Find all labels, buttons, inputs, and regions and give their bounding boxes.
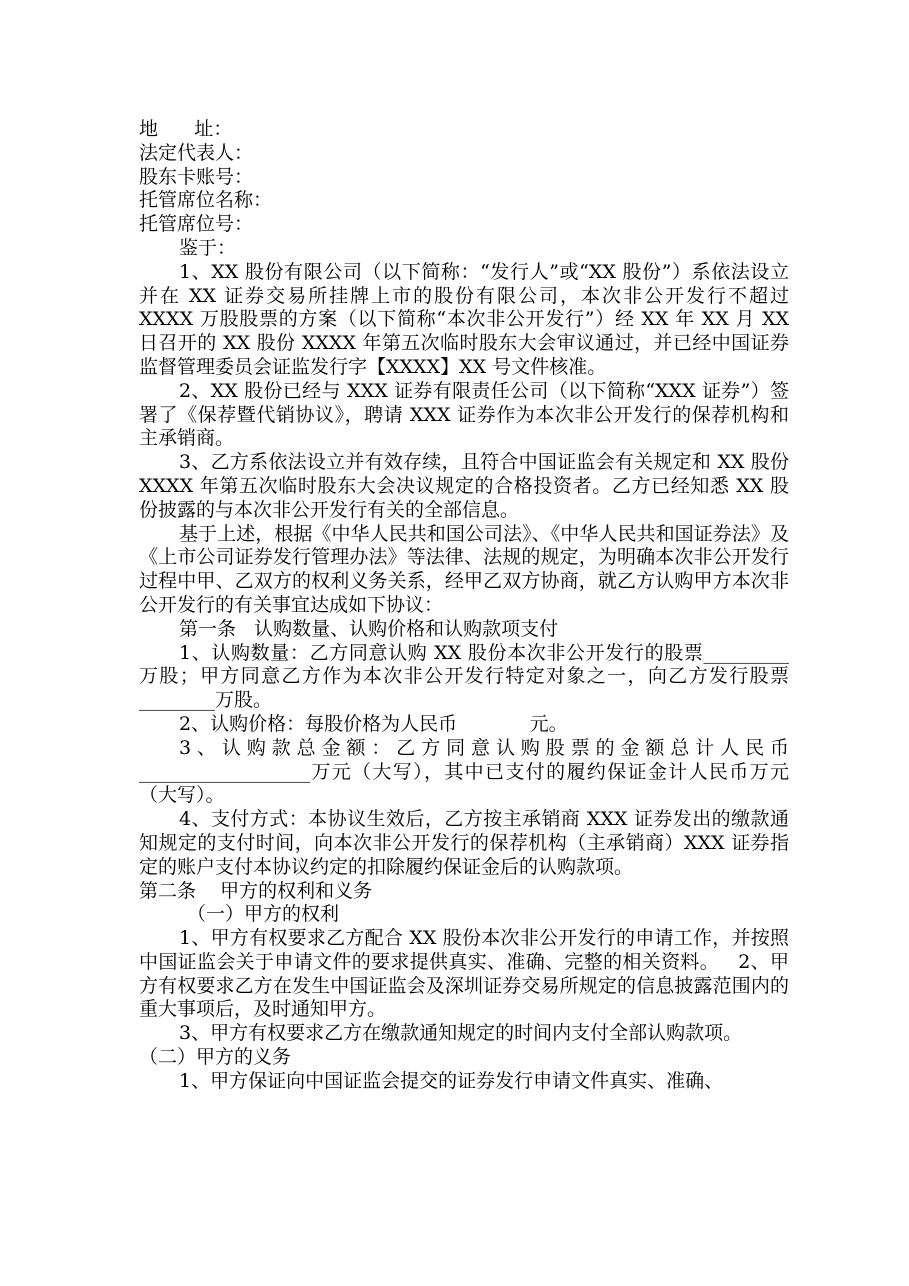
article-1-clause-1: 1、认购数量：乙方同意认购 XX 股份本次非公开发行的股票_________万股；甲方同意乙方作为本次非公开发行特定对象之一，向乙方发行股票________万股。 — [139, 641, 789, 712]
article-2-rights-1-2: 1、甲方有权要求乙方配合 XX 股份本次非公开发行的申请工作，并按照中国证监会关于申请文件的要求提供真实、准确、完整的相关资料。 2、甲方有权要求乙方在发生中国证监会及深圳证券交易所规定的信息披露范围内的重大事项后，及时通知甲方。 — [139, 927, 789, 1021]
recital-paragraph-3: 3、乙方系依法设立并有效存续，且符合中国证监会有关规定和 XX 股份 XXXX 年第五次临时股东大会决议规定的合格投资者。乙方已经知悉 XX 股份披露的与本次非公开发行有关的全部信息。 — [139, 451, 796, 521]
custody-seat-name-field: 托管席位名称： — [139, 189, 273, 212]
recital-paragraph-1: 1、XX 股份有限公司（以下简称：“发行人”或“XX 股份”）系依法设立并在 XX 证券交易所挂牌上市的股份有限公司，本次非公开发行不超过 XXXX 万股股票的方案（以下简称“本次非公开发行”）经 XX 年 XX 月 XX 日召开的 XX 股份 XXXX 年第五次临时股东大会审议通过，并已经中国证券监督管理委员会证监发行字【XXXX】XX 号文件核准。 — [139, 260, 796, 378]
article-2-obligations-1: 1、甲方保证向中国证监会提交的证券发行申请文件真实、准确、 — [179, 1069, 724, 1092]
recital-paragraph-2: 2、XX 股份已经与 XXX 证券有限责任公司（以下简称“XXX 证券”）签署了《保荐暨代销协议》，聘请 XXX 证券作为本次非公开发行的保荐机构和主承销商。 — [139, 379, 789, 450]
article-2-subsection-rights: （一）甲方的权利 — [187, 903, 340, 926]
address-field: 地 址： — [139, 118, 233, 140]
article-2-rights-3: 3、甲方有权要求乙方在缴款通知规定的时间内支付全部认购款项。 — [179, 1022, 743, 1045]
article-1-title: 第一条 认购数量、认购价格和认购款项支付 — [179, 617, 559, 640]
article-1-clause-4: 4、支付方式：本协议生效后，乙方按主承销商 XXX 证券发出的缴款通知规定的支付时间，向本次非公开发行的保荐机构（主承销商）XXX 证券指定的账户支付本协议约定的扣除履约保证金后的认购款项。 — [139, 808, 789, 878]
article-2-title: 第二条 甲方的权利和义务 — [139, 879, 373, 902]
article-1-clause-2: 2、认购价格：每股价格为人民币 元。 — [179, 712, 568, 735]
article-2-subsection-obligations: （二）甲方的义务 — [139, 1046, 292, 1069]
shareholder-account-field: 股东卡账号： — [139, 165, 254, 188]
legal-rep-field: 法定代表人： — [139, 141, 254, 164]
article-1-clause-3: 3、认购款总金额：乙方同意认购股票的金额总计人民币__________________万元（大写），其中已支付的履约保证金计人民币万元（大写）。 — [139, 736, 789, 807]
recital-heading: 鉴于： — [179, 236, 237, 259]
document-page — [139, 118, 796, 1094]
recital-paragraph-4: 基于上述，根据《中华人民共和国公司法》、《中华人民共和国证券法》及《上市公司证券发行管理办法》等法律、法规的规定，为明确本次非公开发行过程中甲、乙双方的权利义务关系，经甲乙双方协商，就乙方认购甲方本次非公开发行的有关事宜达成如下协议： — [139, 522, 789, 616]
custody-seat-no-field: 托管席位号： — [139, 213, 254, 236]
